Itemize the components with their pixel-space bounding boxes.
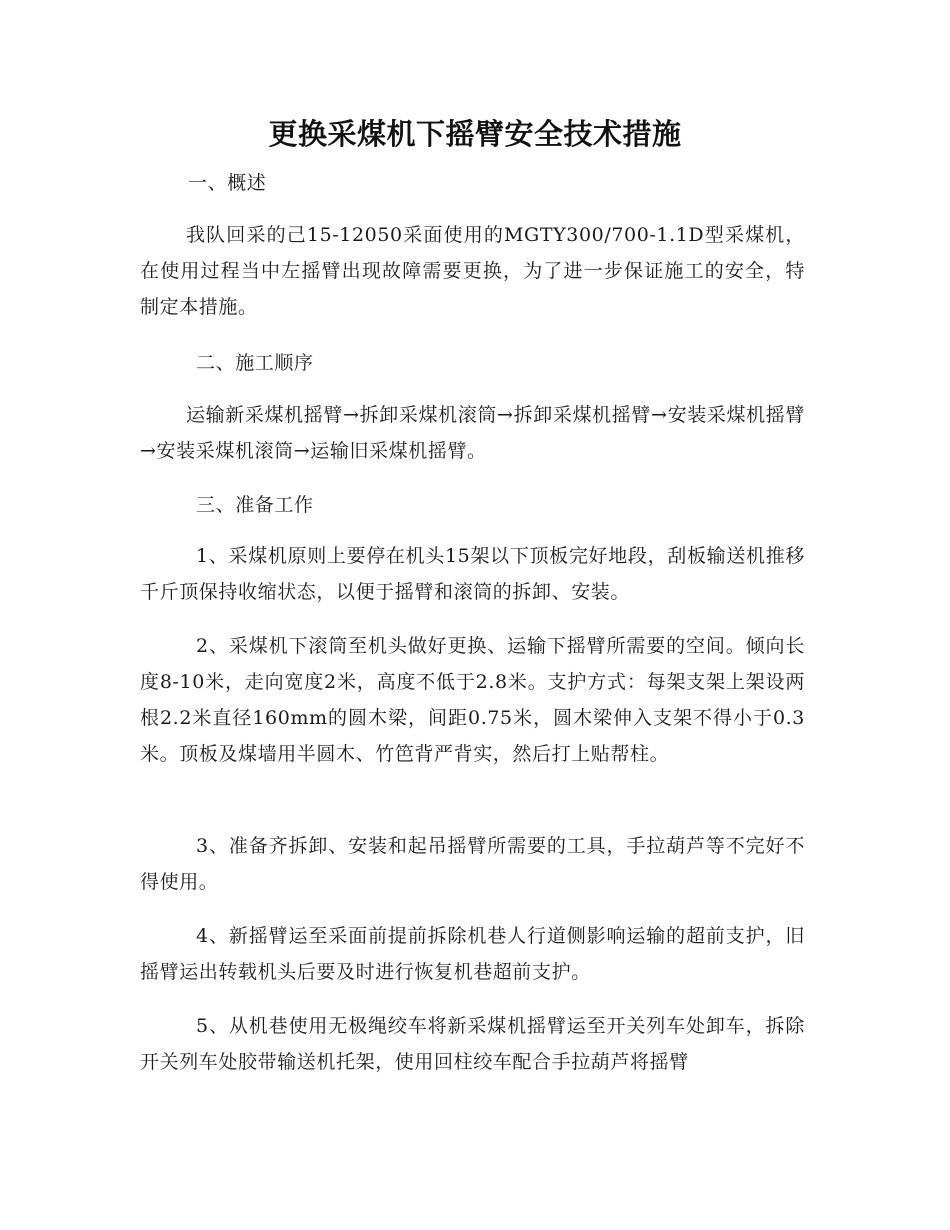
section-heading-sequence: 二、施工顺序 [196, 352, 314, 374]
overview-paragraph: 我队回采的己15-12050采面使用的MGTY300/700-1.1D型采煤机，在使用过程当中左摇臂出现故障需要更换，为了进一步保证施工的安全，特制定本措施。 [140, 224, 805, 318]
document-title: 更换采煤机下摇臂安全技术措施 [268, 117, 682, 151]
section-heading-overview: 一、概述 [188, 172, 267, 194]
section-heading-preparation: 三、准备工作 [196, 494, 314, 516]
prep-item-1: 1、采煤机原则上要停在机头15架以下顶板完好地段，刮板输送机推移千斤顶保持收缩状态，以便于摇臂和滚筒的拆卸、安装。 [140, 545, 805, 603]
prep-item-4: 4、新摇臂运至采面前提前拆除机巷人行道侧影响运输的超前支护，旧摇臂运出转载机头后要及时进行恢复机巷超前支护。 [140, 925, 805, 983]
prep-item-3: 3、准备齐拆卸、安装和起吊摇臂所需要的工具，手拉葫芦等不完好不得使用。 [140, 835, 805, 893]
prep-item-5: 5、从机巷使用无极绳绞车将新采煤机摇臂运至开关列车处卸车，拆除开关列车处胶带输送机托架，使用回柱绞车配合手拉葫芦将摇臂 [140, 1015, 805, 1073]
prep-item-2: 2、采煤机下滚筒至机头做好更换、运输下摇臂所需要的空间。倾向长度8-10米，走向宽度2米，高度不低于2.8米。支护方式：每架支架上架设两根2.2米直径160mm的圆木梁，间距0.75米，圆木梁伸入支架不得小于0.3米。顶板及煤墙用半圆木、竹笆背严背实，然后打上贴帮柱。 [140, 635, 805, 765]
sequence-paragraph: 运输新采煤机摇臂→拆卸采煤机滚筒→拆卸采煤机摇臂→安装采煤机摇臂→安装采煤机滚筒→运输旧采煤机摇臂。 [140, 404, 805, 462]
